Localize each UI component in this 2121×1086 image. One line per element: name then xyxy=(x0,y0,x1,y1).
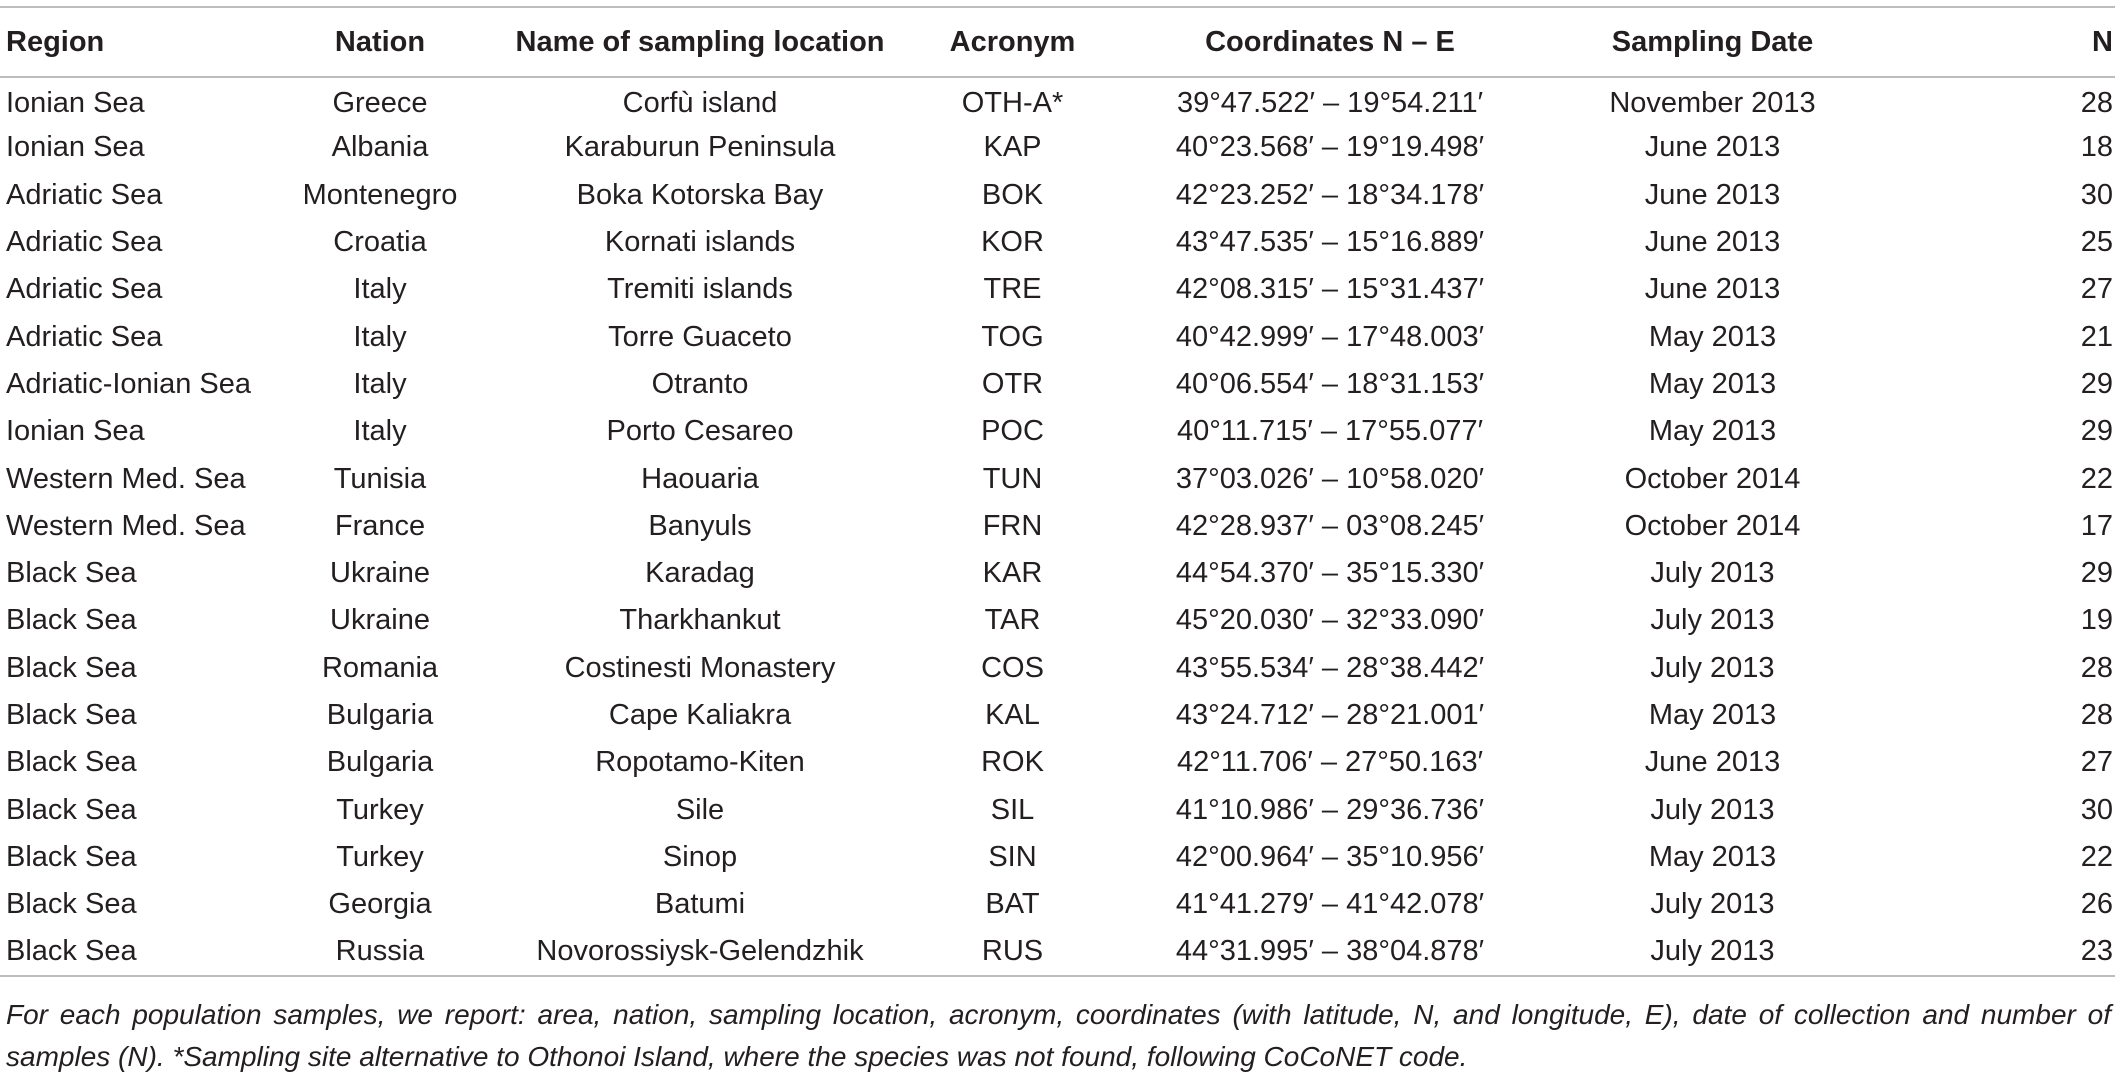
cell-location: Banyuls xyxy=(648,509,752,542)
cell-n: 25 xyxy=(2080,226,2113,259)
cell-nation: Tunisia xyxy=(333,462,427,495)
cell-nation: Italy xyxy=(353,367,407,400)
table-row xyxy=(0,266,2115,313)
cell-nation: Albania xyxy=(331,131,429,164)
cell-acronym: TUN xyxy=(982,462,1043,495)
cell-nation: Russia xyxy=(265,928,495,975)
cell-region: Adriatic Sea xyxy=(6,320,163,353)
cell-location: Tremiti islands xyxy=(607,273,793,306)
cell-n: 27 xyxy=(2080,746,2113,779)
cell-sampling-date: May 2013 xyxy=(1648,840,1777,873)
cell-nation: Italy xyxy=(353,273,407,306)
cell-coordinates: 42°28.937′ – 03°08.245′ xyxy=(1175,509,1485,542)
cell-sampling-date: July 2013 xyxy=(1650,651,1775,684)
cell-nation: Italy xyxy=(353,415,407,448)
cell-region: Western Med. Sea xyxy=(6,462,246,495)
cell-n: 29 xyxy=(2080,415,2113,448)
header-row xyxy=(0,7,2115,77)
cell-acronym: RUS xyxy=(905,928,1120,975)
cell-n: 18 xyxy=(2080,131,2113,164)
cell-sampling-date: June 2013 xyxy=(1644,273,1781,306)
table-header xyxy=(0,7,2115,77)
cell-location: Costinesti Monastery xyxy=(564,651,836,684)
cell-acronym: BOK xyxy=(981,178,1044,211)
cell-acronym: FRN xyxy=(982,509,1043,542)
cell-nation: Greece xyxy=(332,86,428,119)
cell-sampling-date: July 2013 xyxy=(1650,604,1775,637)
cell-coordinates: 42°00.964′ – 35°10.956′ xyxy=(1175,840,1485,873)
cell-sampling-date: July 2013 xyxy=(1540,928,1885,975)
cell-region: Adriatic Sea xyxy=(6,178,163,211)
cell-n: 28 xyxy=(2080,699,2113,731)
cell-region: Adriatic-Ionian Sea xyxy=(6,367,252,400)
table-row xyxy=(0,455,2115,502)
cell-coordinates: 44°31.995′ – 38°04.878′ xyxy=(1120,928,1540,975)
cell-n: 17 xyxy=(2080,509,2113,542)
cell-coordinates: 43°55.534′ – 28°38.442′ xyxy=(1175,651,1485,684)
table-footnote: For each population samples, we report: area, nation, sampling location, acronym, coordinates (with latitude, N, and longitude, E), date of collection and number of samples (N). *Sampling site alternative to Othonoi Island, where the species was not found, following CoCoNET code. xyxy=(6,999,2111,1072)
cell-region: Western Med. Sea xyxy=(6,509,246,542)
cell-n: 28 xyxy=(2080,651,2113,684)
cell-region: Black Sea xyxy=(6,699,137,731)
table-row xyxy=(0,219,2115,266)
cell-region: Adriatic Sea xyxy=(6,273,163,306)
cell-nation: Bulgaria xyxy=(326,699,434,731)
cell-sampling-date: May 2013 xyxy=(1648,699,1777,731)
table-row xyxy=(0,597,2115,644)
cell-location: Boka Kotorska Bay xyxy=(576,178,824,211)
cell-coordinates: 43°47.535′ – 15°16.889′ xyxy=(1175,226,1485,259)
cell-coordinates: 41°41.279′ – 41°42.078′ xyxy=(1175,888,1485,921)
cell-region: Ionian Sea xyxy=(6,86,145,119)
cell-sampling-date: June 2013 xyxy=(1644,226,1781,259)
cell-location: Karaburun Peninsula xyxy=(564,131,836,164)
cell-region: Black Sea xyxy=(6,793,137,826)
cell-sampling-date: June 2013 xyxy=(1644,131,1781,164)
cell-location: Corfù island xyxy=(622,86,778,119)
cell-region: Black Sea xyxy=(6,604,137,637)
cell-location: Otranto xyxy=(651,367,749,400)
table-row xyxy=(0,172,2115,219)
cell-nation: Bulgaria xyxy=(326,746,434,779)
table-row xyxy=(0,881,2115,928)
cell-sampling-date: July 2013 xyxy=(1650,557,1775,590)
cell-acronym: TRE xyxy=(983,273,1042,306)
cell-location: Batumi xyxy=(654,888,746,921)
cell-nation: Italy xyxy=(353,320,407,353)
table-row xyxy=(0,550,2115,597)
cell-nation: Ukraine xyxy=(330,604,430,637)
cell-acronym: TAR xyxy=(984,604,1041,637)
header-n: N xyxy=(1885,7,2115,77)
cell-n: 19 xyxy=(2080,604,2113,637)
cell-coordinates: 40°11.715′ – 17°55.077′ xyxy=(1176,415,1484,448)
header-nation: Nation xyxy=(265,7,495,77)
cell-coordinates: 40°06.554′ – 18°31.153′ xyxy=(1175,367,1485,400)
cell-acronym: TOG xyxy=(981,320,1044,353)
table-row xyxy=(0,77,2115,124)
header-coordinates: Coordinates N – E xyxy=(1120,7,1540,77)
cell-region: Black Sea xyxy=(6,888,137,921)
cell-region: Ionian Sea xyxy=(6,131,145,164)
cell-location: Cape Kaliakra xyxy=(608,699,792,731)
cell-coordinates: 45°20.030′ – 32°33.090′ xyxy=(1175,604,1485,637)
cell-n: 23 xyxy=(1885,928,2115,975)
cell-region: Ionian Sea xyxy=(6,415,145,448)
cell-location: Tharkhankut xyxy=(619,604,781,637)
cell-coordinates: 41°10.986′ – 29°36.736′ xyxy=(1175,793,1485,826)
table-row xyxy=(0,645,2115,692)
cell-region: Adriatic Sea xyxy=(6,226,163,259)
cell-location: Sinop xyxy=(662,840,738,873)
cell-sampling-date: May 2013 xyxy=(1648,367,1777,400)
cell-sampling-date: June 2013 xyxy=(1644,178,1781,211)
cell-acronym: SIN xyxy=(988,840,1037,873)
cell-location: Sile xyxy=(675,793,725,826)
cell-region: Black Sea xyxy=(6,840,137,873)
cell-sampling-date: October 2014 xyxy=(1624,462,1801,495)
cell-n: 29 xyxy=(2080,367,2113,400)
header-sampling-date: Sampling Date xyxy=(1540,7,1885,77)
cell-location: Ropotamo-Kiten xyxy=(595,746,805,779)
table-row xyxy=(0,313,2115,360)
cell-acronym: COS xyxy=(981,651,1044,684)
cell-location: Karadag xyxy=(645,557,755,590)
cell-n: 22 xyxy=(2080,462,2113,495)
cell-coordinates: 40°23.568′ – 19°19.498′ xyxy=(1175,131,1485,164)
table-row xyxy=(0,739,2115,786)
sampling-table xyxy=(0,6,2115,977)
table-row xyxy=(0,928,2115,975)
cell-coordinates: 42°11.706′ – 27°50.163′ xyxy=(1176,746,1484,779)
header-region: Region xyxy=(0,7,265,77)
cell-nation: Ukraine xyxy=(330,557,430,590)
cell-acronym: ROK xyxy=(981,746,1044,779)
cell-acronym: KAP xyxy=(983,131,1042,164)
cell-acronym: KOR xyxy=(981,226,1044,259)
cell-location: Porto Cesareo xyxy=(606,415,794,448)
cell-acronym: KAR xyxy=(982,557,1043,590)
cell-coordinates: 37°03.026′ – 10°58.020′ xyxy=(1175,462,1485,495)
cell-nation: Turkey xyxy=(336,793,424,826)
cell-n: 28 xyxy=(2080,86,2113,119)
table-row xyxy=(0,124,2115,171)
cell-coordinates: 42°23.252′ – 18°34.178′ xyxy=(1175,178,1485,211)
cell-nation: France xyxy=(334,509,426,542)
cell-n: 26 xyxy=(2080,888,2113,921)
cell-acronym: BAT xyxy=(985,888,1040,921)
table-row xyxy=(0,786,2115,833)
header-acronym: Acronym xyxy=(905,7,1120,77)
cell-region: Black Sea xyxy=(6,746,137,779)
cell-location: Torre Guaceto xyxy=(608,320,792,353)
table-row xyxy=(0,361,2115,408)
cell-coordinates: 43°24.712′ – 28°21.001′ xyxy=(1175,699,1485,731)
cell-location: Kornati islands xyxy=(604,226,796,259)
table-row xyxy=(0,408,2115,455)
cell-location: Haouaria xyxy=(641,462,759,495)
cell-acronym: SIL xyxy=(990,793,1035,826)
cell-n: 22 xyxy=(2080,840,2113,873)
cell-n: 21 xyxy=(2080,320,2113,353)
cell-sampling-date: May 2013 xyxy=(1648,415,1777,448)
cell-coordinates: 42°08.315′ – 15°31.437′ xyxy=(1175,273,1485,306)
cell-coordinates: 44°54.370′ – 35°15.330′ xyxy=(1175,557,1485,590)
cell-sampling-date: July 2013 xyxy=(1650,793,1775,826)
table-row xyxy=(0,692,2115,739)
cell-coordinates: 39°47.522′ – 19°54.211′ xyxy=(1176,86,1484,119)
table-row xyxy=(0,834,2115,881)
cell-sampling-date: November 2013 xyxy=(1609,86,1816,119)
cell-nation: Turkey xyxy=(336,840,424,873)
cell-n: 30 xyxy=(2080,178,2113,211)
cell-nation: Romania xyxy=(321,651,439,684)
cell-region: Black Sea xyxy=(0,928,265,975)
cell-sampling-date: October 2014 xyxy=(1624,509,1801,542)
cell-n: 30 xyxy=(2080,793,2113,826)
cell-nation: Croatia xyxy=(333,226,427,259)
cell-nation: Montenegro xyxy=(302,178,458,211)
cell-location: Novorossiysk-Gelendzhik xyxy=(495,928,905,975)
cell-acronym: KAL xyxy=(985,699,1040,731)
cell-sampling-date: May 2013 xyxy=(1648,320,1777,353)
cell-region: Black Sea xyxy=(6,557,137,590)
cell-acronym: OTR xyxy=(981,367,1044,400)
table-body xyxy=(0,77,2115,976)
cell-acronym: OTH-A* xyxy=(961,86,1064,119)
cell-sampling-date: July 2013 xyxy=(1650,888,1775,921)
cell-n: 27 xyxy=(2080,273,2113,306)
cell-acronym: POC xyxy=(981,415,1044,448)
cell-coordinates: 40°42.999′ – 17°48.003′ xyxy=(1175,320,1485,353)
cell-region: Black Sea xyxy=(6,651,137,684)
cell-nation: Georgia xyxy=(328,888,432,921)
header-location: Name of sampling location xyxy=(495,7,905,77)
table-row xyxy=(0,503,2115,550)
cell-n: 29 xyxy=(2080,557,2113,590)
cell-sampling-date: June 2013 xyxy=(1644,746,1781,779)
